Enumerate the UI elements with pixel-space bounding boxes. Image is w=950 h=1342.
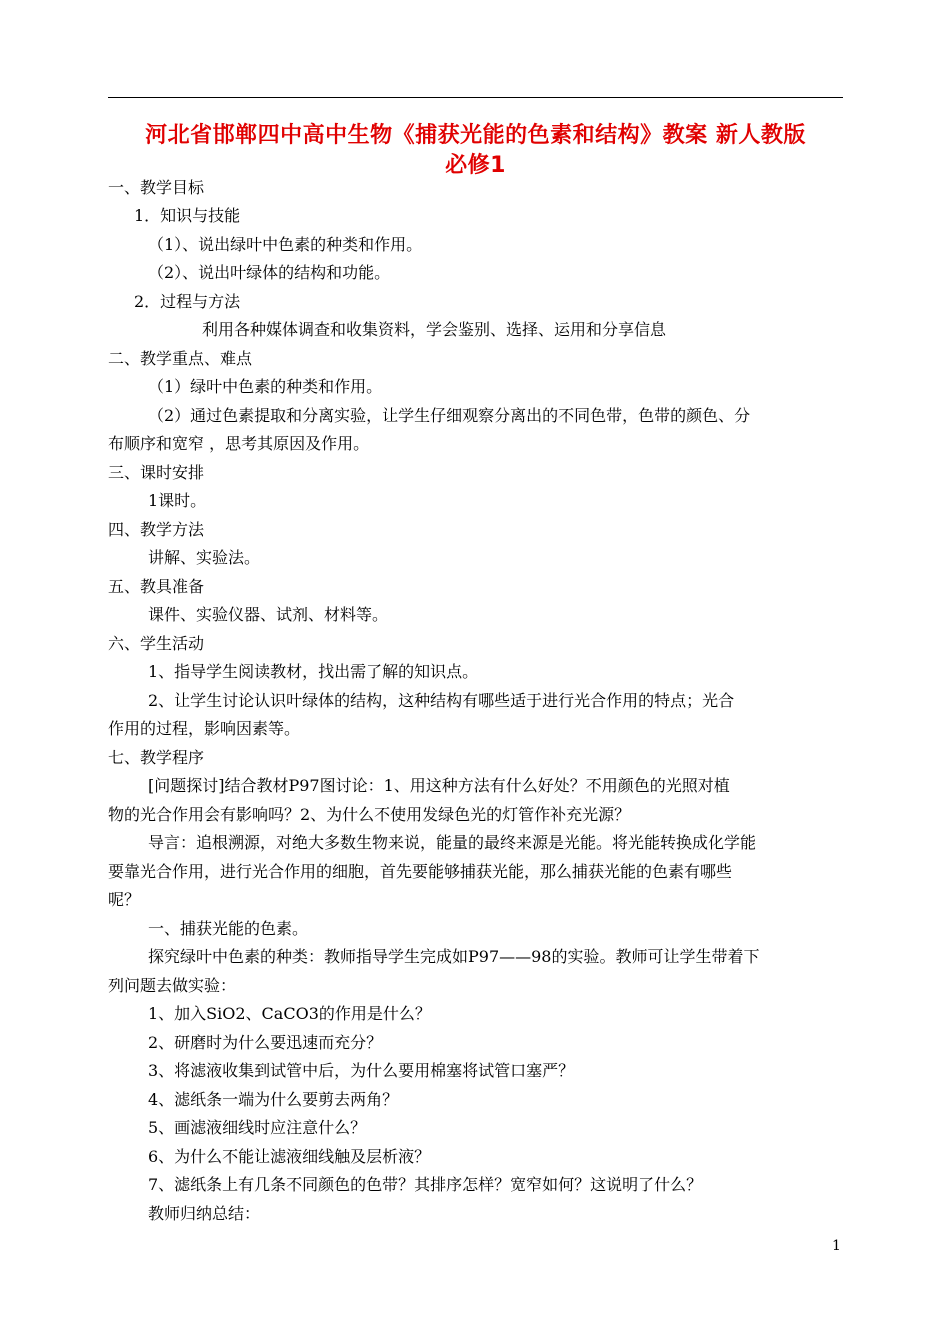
document-title-line-1: 河北省邯郸四中高中生物《捕获光能的色素和结构》教案 新人教版 <box>145 123 806 148</box>
section-heading: 二、教学重点、难点 <box>108 349 253 368</box>
text-line: 一、捕获光能的色素。 <box>148 919 309 938</box>
question-item: 7、滤纸条上有几条不同颜色的色带？其排序怎样？宽窄如何？这说明了什么？ <box>148 1175 703 1194</box>
text-line: 1、指导学生阅读教材，找出需了解的知识点。 <box>148 662 479 681</box>
header-rule <box>108 97 843 98</box>
text-line: 探究绿叶中色素的种类：教师指导学生完成如P97——98的实验。教师可让学生带着下 <box>148 947 760 966</box>
text-line: 讲解、实验法。 <box>148 548 261 567</box>
text-line: 布顺序和宽窄 ，思考其原因及作用。 <box>108 434 370 453</box>
text-line: （2）、说出叶绿体的结构和功能。 <box>148 263 391 282</box>
question-item: 6、为什么不能让滤液细线触及层析液？ <box>148 1147 431 1166</box>
text-line: 要靠光合作用，进行光合作用的细胞，首先要能够捕获光能，那么捕获光能的色素有哪些 <box>108 862 733 881</box>
page-number: 1 <box>832 1238 841 1254</box>
section-heading: 四、教学方法 <box>108 520 205 539</box>
text-line: 1课时。 <box>148 491 207 510</box>
section-heading: 七、教学程序 <box>108 748 205 767</box>
text-line: [问题探讨]结合教材P97图讨论：1、用这种方法有什么好处？不用颜色的光照对植 <box>148 776 730 795</box>
section-heading: 六、学生活动 <box>108 634 205 653</box>
question-item: 4、滤纸条一端为什么要剪去两角？ <box>148 1090 399 1109</box>
section-heading: 一、教学目标 <box>108 178 205 197</box>
text-line: 呢？ <box>108 890 141 909</box>
question-item: 5、画滤液细线时应注意什么？ <box>148 1118 367 1137</box>
text-line: 利用各种媒体调查和收集资料，学会鉴别、选择、运用和分享信息 <box>202 320 667 339</box>
text-line: （1）绿叶中色素的种类和作用。 <box>148 377 383 396</box>
subsection-heading: 2．过程与方法 <box>134 292 241 311</box>
section-heading: 三、课时安排 <box>108 463 205 482</box>
text-line: 课件、实验仪器、试剂、材料等。 <box>148 605 389 624</box>
section-heading: 五、教具准备 <box>108 577 205 596</box>
text-line: 导言：追根溯源，对绝大多数生物来说，能量的最终来源是光能。将光能转换成化学能 <box>148 833 757 852</box>
document-title-line-2: 必修1 <box>445 153 506 178</box>
question-item: 2、研磨时为什么要迅速而充分？ <box>148 1033 383 1052</box>
question-item: 3、将滤液收集到试管中后，为什么要用棉塞将试管口塞严？ <box>148 1061 575 1080</box>
question-item: 1、加入SiO2、CaCO3的作用是什么？ <box>148 1004 431 1023</box>
text-line: 列问题去做实验： <box>108 976 237 995</box>
text-line: 物的光合作用会有影响吗？2、为什么不使用发绿色光的灯管作补充光源？ <box>108 805 631 824</box>
text-line: （2）通过色素提取和分离实验，让学生仔细观察分离出的不同色带，色带的颜色、分 <box>148 406 751 425</box>
text-line: 教师归纳总结： <box>148 1204 261 1223</box>
text-line: 2、让学生讨论认识叶绿体的结构，这种结构有哪些适于进行光合作用的特点；光合 <box>148 691 735 710</box>
text-line: 作用的过程，影响因素等。 <box>108 719 301 738</box>
text-line: （1）、说出绿叶中色素的种类和作用。 <box>148 235 423 254</box>
subsection-heading: 1．知识与技能 <box>134 206 241 225</box>
